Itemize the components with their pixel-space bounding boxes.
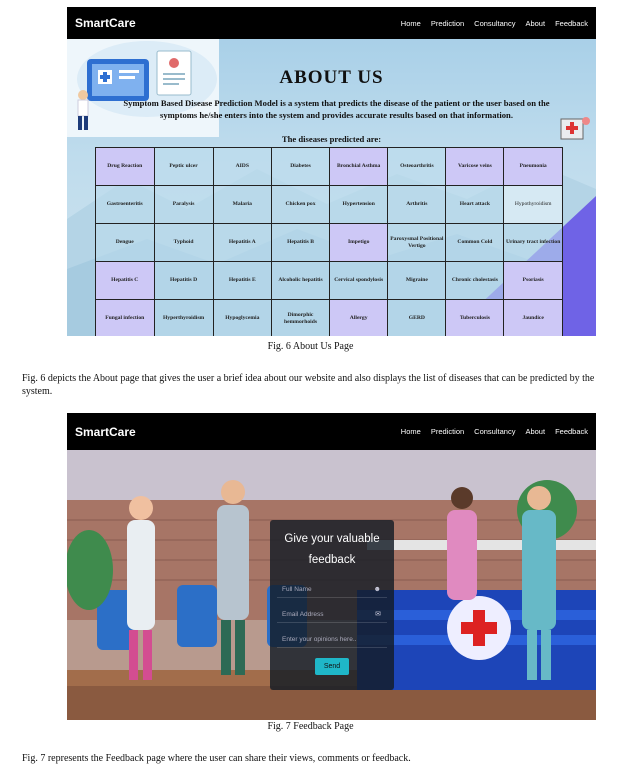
feedback-form	[270, 520, 394, 690]
email-placeholder: Email Address	[282, 611, 324, 618]
navbar	[67, 413, 596, 450]
disease-cell: Peptic ulcer	[154, 148, 213, 186]
disease-cell: Arthritis	[388, 186, 446, 224]
brand-logo[interactable]: SmartCare	[75, 424, 136, 439]
disease-cell: Fungal infection	[96, 300, 155, 337]
disease-cell: Psoriasis	[504, 262, 563, 300]
about-description: Symptom Based Disease Prediction Model is a system that predicts the disease of the patient or the user based on the symptoms he/she enters into the system and provides accurate results based on that information.	[123, 98, 550, 120]
nav-feedback[interactable]: Feedback	[555, 427, 588, 436]
disease-cell: Dengue	[96, 224, 155, 262]
disease-cell: Allergy	[330, 300, 388, 337]
disease-cell: Hepatitis E	[213, 262, 271, 300]
nav-links	[401, 427, 588, 436]
disease-cell: Hypothyroidism	[504, 186, 563, 224]
full-name-placeholder: Full Name	[282, 586, 312, 593]
nav-links	[401, 19, 588, 28]
table-row	[96, 300, 563, 337]
brand-logo[interactable]: SmartCare	[75, 16, 136, 30]
disease-cell: Hepatitis D	[154, 262, 213, 300]
about-title: ABOUT US	[279, 67, 384, 88]
nav-prediction[interactable]: Prediction	[430, 18, 465, 28]
disease-cell: Alcoholic hepatitis	[271, 262, 329, 300]
nav-home[interactable]: Home	[400, 18, 421, 28]
opinion-placeholder: Enter your opinions here..	[282, 636, 357, 643]
disease-cell: Hepatitis A	[213, 224, 271, 262]
nav-about[interactable]: About	[525, 427, 546, 436]
disease-cell: Tuberculosis	[446, 300, 504, 337]
nav-consultancy[interactable]: Consultancy	[474, 18, 516, 28]
disease-cell: Common Cold	[446, 224, 504, 262]
table-row	[96, 148, 563, 186]
disease-cell: Hepatitis B	[271, 224, 329, 262]
table-row	[96, 186, 563, 224]
disease-cell: Pneumonia	[504, 148, 563, 186]
disease-cell: Hypoglycemia	[213, 300, 271, 337]
disease-cell: Cervical spondylosis	[330, 262, 388, 300]
send-button[interactable]: Send	[315, 658, 349, 675]
table-row	[96, 262, 563, 300]
nav-prediction[interactable]: Prediction	[430, 427, 465, 436]
disease-cell: Chicken pox	[271, 186, 329, 224]
diseases-table	[95, 147, 563, 336]
user-icon: ☻	[373, 586, 381, 593]
feedback-content	[67, 450, 596, 720]
nav-feedback[interactable]: Feedback	[555, 18, 588, 28]
opinion-field[interactable]	[277, 632, 387, 648]
envelope-icon: ✉	[375, 611, 381, 618]
disease-cell: Impetigo	[330, 224, 388, 262]
disease-cell: Hyperthyroidism	[154, 300, 213, 337]
feedback-page-screenshot	[67, 413, 596, 720]
form-title: Give your valuable feedback	[284, 533, 380, 566]
about-content	[67, 39, 596, 336]
disease-cell: Hypertension	[330, 186, 388, 224]
disease-cell: Dimorphic hemmorhoids	[271, 300, 329, 337]
disease-cell: Diabetes	[271, 148, 329, 186]
figure-6-description: Fig. 6 depicts the About page that gives the user a brief idea about our website and also displays the list of diseases that can be predicted by the system.	[22, 373, 595, 397]
nav-home[interactable]: Home	[400, 427, 421, 436]
figure-7-caption: Fig. 7 Feedback Page	[267, 721, 354, 732]
disease-cell: Bronchial Asthma	[330, 148, 388, 186]
disease-cell: Varicose veins	[446, 148, 504, 186]
disease-cell: AIDS	[213, 148, 271, 186]
diseases-subheading: The diseases predicted are:	[281, 134, 382, 144]
disease-cell: Paroxysmal Positional Vertigo	[388, 224, 446, 262]
disease-cell: Urinary tract infection	[504, 224, 563, 262]
about-page-screenshot	[67, 7, 596, 336]
disease-cell: Migraine	[388, 262, 446, 300]
disease-cell: Chronic cholestasis	[446, 262, 504, 300]
disease-cell: Heart attack	[446, 186, 504, 224]
email-field[interactable]	[277, 607, 387, 623]
disease-cell: Gastroenteritis	[96, 186, 155, 224]
nav-about[interactable]: About	[525, 18, 546, 28]
table-row	[96, 224, 563, 262]
disease-cell: Paralysis	[154, 186, 213, 224]
figure-6-caption: Fig. 6 About Us Page	[267, 341, 354, 352]
disease-cell: GERD	[388, 300, 446, 337]
disease-cell: Malaria	[213, 186, 271, 224]
figure-7-description: Fig. 7 represents the Feedback page where the user can share their views, comments or feedback.	[22, 753, 411, 764]
nav-consultancy[interactable]: Consultancy	[474, 427, 516, 436]
disease-cell: Hepatitis C	[96, 262, 155, 300]
full-name-field[interactable]	[277, 582, 387, 598]
disease-cell: Typhoid	[154, 224, 213, 262]
navbar	[67, 7, 596, 39]
disease-cell: Osteoarthritis	[388, 148, 446, 186]
disease-cell: Drug Reaction	[96, 148, 155, 186]
disease-cell: Jaundice	[504, 300, 563, 337]
